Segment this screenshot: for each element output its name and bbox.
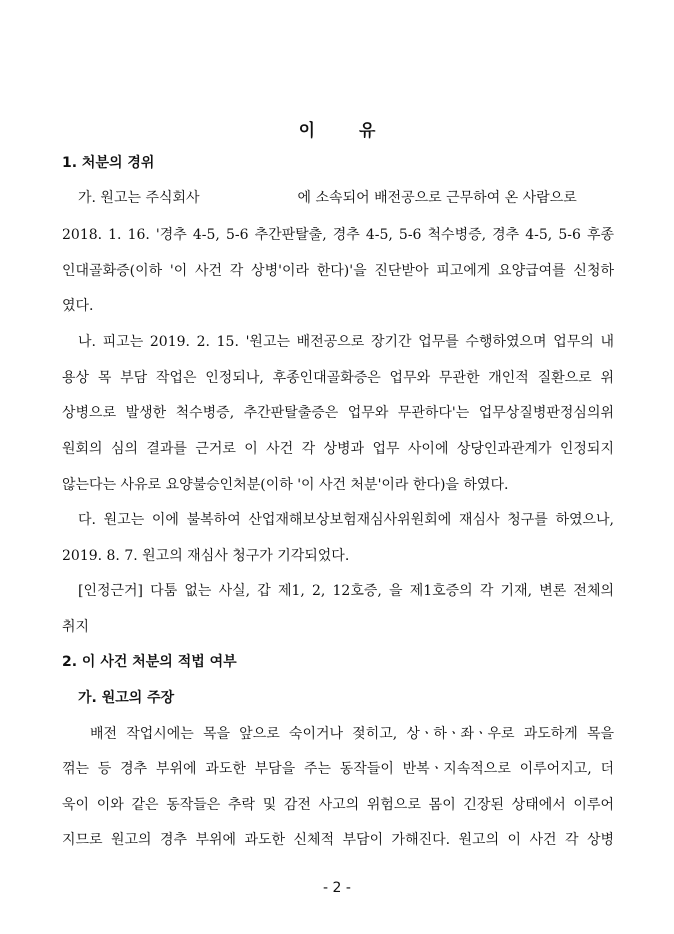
- paragraph-line: 2018. 1. 16. '경추 4-5, 5-6 추간판탈출, 경추 4-5, 5-6 척수병증, 경추 4-5, 5-6 후종: [62, 227, 614, 243]
- paragraph-line: 였다.: [62, 298, 94, 314]
- paragraph-line: 2019. 8. 7. 원고의 재심사 청구가 기각되었다.: [62, 548, 350, 564]
- paragraph-line: 욱이 이와 같은 동작들은 추락 및 감전 사고의 위험으로 몸이 긴장된 상태에서 이루어: [62, 797, 614, 813]
- paragraph-line: 않는다는 사유로 요양불승인처분(이하 '이 사건 처분'이라 한다)을 하였다.: [62, 477, 509, 493]
- paragraph-line: 나. 피고는 2019. 2. 15. '원고는 배전공으로 장기간 업무를 수행하였으며 업무의 내: [78, 334, 614, 350]
- paragraph-line: 용상 목 부담 작업은 인정되나, 후종인대골화증은 업무와 무관한 개인적 질환으로 위: [62, 370, 614, 386]
- document-title: [0, 116, 674, 141]
- paragraph-line: 취지: [62, 619, 90, 635]
- paragraph-line: 원회의 심의 결과를 근거로 이 사건 각 상병과 업무 사이에 상당인과관계가 인정되지: [62, 441, 614, 457]
- text-fragment: 가. 원고는 주식회사: [78, 190, 200, 206]
- paragraph-line: 배전 작업시에는 목을 앞으로 숙이거나 젖히고, 상ㆍ하ㆍ좌ㆍ우로 과도하게 목을: [90, 726, 614, 742]
- paragraph-line: [78, 188, 614, 208]
- paragraph-line: 꺾는 등 경추 부위에 과도한 부담을 주는 동작들이 반복ㆍ지속적으로 이루어지고, 더: [62, 761, 614, 777]
- title-char-right: 유: [359, 121, 376, 141]
- paragraph-line: 다. 원고는 이에 불복하여 산업재해보상보험재심사위원회에 재심사 청구를 하였으나,: [78, 512, 614, 528]
- page-number: - 2 -: [323, 880, 351, 896]
- paragraph-line: 인대골화증(이하 '이 사건 각 상병'이라 한다)'을 진단받아 피고에게 요양급여를 신청하: [62, 263, 614, 279]
- paragraph-line: [인정근거] 다툼 없는 사실, 갑 제1, 2, 12호증, 을 제1호증의 각 기재, 변론 전체의: [78, 583, 614, 599]
- text-fragment: 에 소속되어 배전공으로 근무하여 온 사람으로: [297, 190, 577, 206]
- title-char-left: 이: [298, 121, 315, 141]
- section-heading-1: 1. 처분의 경위: [62, 155, 155, 171]
- paragraph-line: 상병으로 발생한 척수병증, 추간판탈출증은 업무와 무관하다'는 업무상질병판정심의위: [62, 405, 614, 421]
- paragraph-line: 지므로 원고의 경추 부위에 과도한 신체적 부담이 가해진다. 원고의 이 사건 각 상병: [62, 832, 614, 848]
- section-heading-2: 2. 이 사건 처분의 적법 여부: [62, 654, 237, 670]
- subsection-heading: 가. 원고의 주장: [78, 690, 175, 706]
